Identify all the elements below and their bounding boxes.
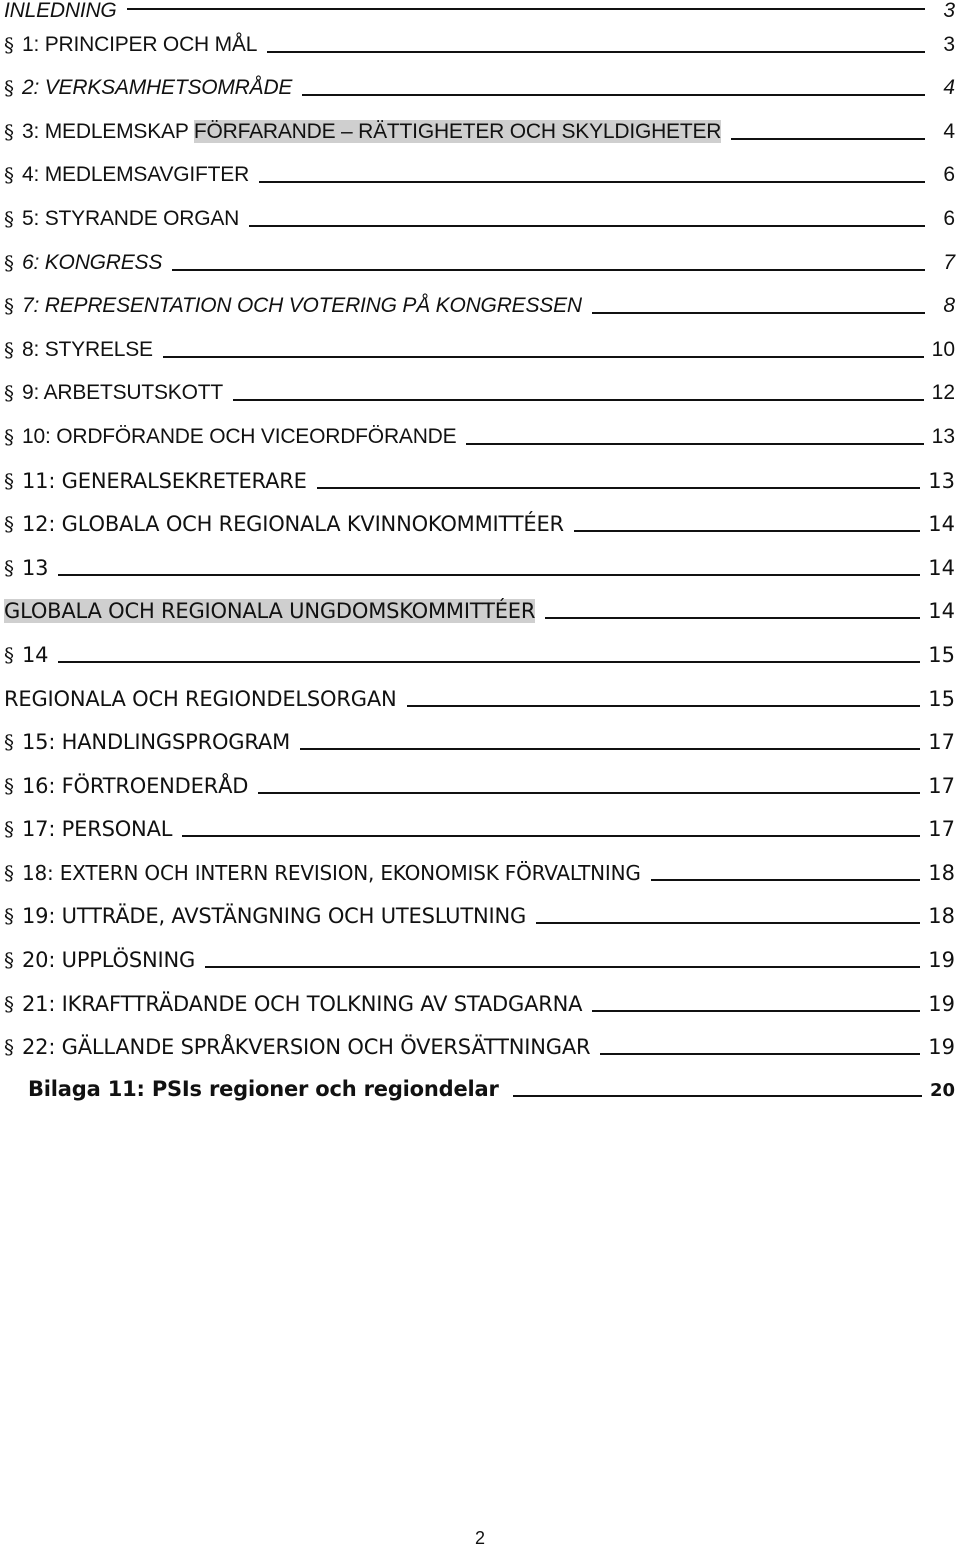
toc-leader-line: [302, 94, 925, 96]
section-sign-icon: §: [4, 468, 14, 493]
toc-entry-7[interactable]: [0, 284, 960, 328]
section-sign-icon: §: [4, 424, 14, 449]
toc-entry-label: Bilaga 11: PSIs regioner och regiondelar: [28, 1077, 499, 1102]
toc-entry-1[interactable]: [0, 22, 960, 66]
toc-entry-16[interactable]: [0, 763, 960, 807]
toc-leader-line: [172, 269, 925, 271]
toc-entry-label: 4: MEDLEMSAVGIFTER: [22, 163, 250, 187]
toc-entry-label: 8: STYRELSE: [22, 337, 153, 361]
toc-entry-21[interactable]: [0, 981, 960, 1025]
toc-leader-line: [466, 443, 923, 445]
toc-leader-line: [600, 1053, 920, 1055]
toc-entry-12[interactable]: [0, 502, 960, 546]
toc-entry-17[interactable]: [0, 807, 960, 851]
toc-entry-page: 4: [943, 119, 955, 143]
toc-entry-page: 13: [931, 424, 955, 448]
toc-leader-line: [317, 487, 921, 489]
toc-entry-label: INLEDNING: [4, 0, 117, 22]
section-sign-icon: §: [4, 250, 14, 275]
toc-entry-label: 5: STYRANDE ORGAN: [22, 206, 240, 230]
section-sign-icon: §: [4, 32, 14, 57]
toc-entry-page: 19: [928, 948, 955, 973]
toc-entry-inledning[interactable]: [0, 0, 960, 22]
section-sign-icon: §: [4, 948, 14, 973]
section-sign-icon: §: [4, 294, 14, 319]
toc-entry-label: 22: GÄLLANDE SPRÅKVERSION OCH ÖVERSÄTTNINGAR: [22, 1035, 591, 1060]
toc-leader-line: [249, 225, 925, 227]
toc-entry-8[interactable]: [0, 327, 960, 371]
toc-entry-label: 6: KONGRESS: [22, 250, 163, 274]
toc-entry-label: 11: GENERALSEKRETERARE: [22, 468, 307, 493]
toc-entry-page: 3: [943, 32, 955, 56]
toc-entry-page: 19: [928, 991, 955, 1016]
toc-entry-label: GLOBALA OCH REGIONALA UNGDOMSKOMMITTÉER: [4, 599, 536, 624]
toc-entry-label: 17: PERSONAL: [22, 817, 173, 842]
section-sign-icon: §: [4, 1035, 14, 1060]
toc-leader-line: [267, 51, 925, 53]
section-sign-icon: §: [4, 512, 14, 537]
toc-entry-label: 12: GLOBALA OCH REGIONALA KVINNOKOMMITTÉER: [22, 512, 564, 537]
toc-entry-label-part: 3: MEDLEMSKAP: [22, 119, 194, 143]
toc-entry-appendix[interactable]: [0, 1068, 960, 1110]
toc-leader-line: [592, 1010, 920, 1012]
toc-entry-page: 17: [928, 730, 955, 755]
toc-entry-label: 1: PRINCIPER OCH MÅL: [22, 32, 258, 56]
toc-leader-line: [407, 705, 921, 707]
toc-entry-page: 6: [943, 163, 955, 187]
section-sign-icon: §: [4, 381, 14, 406]
section-sign-icon: §: [4, 642, 14, 667]
toc-leader-line: [574, 530, 920, 532]
toc-leader-line: [513, 1095, 922, 1097]
toc-entry-page: 19: [928, 1035, 955, 1060]
toc-entry-label: 14: [22, 642, 49, 667]
toc-leader-line: [205, 966, 920, 968]
toc-entry-page: 3: [943, 0, 955, 22]
toc-entry-label: 15: HANDLINGSPROGRAM: [22, 730, 290, 755]
toc-entry-page: 18: [928, 904, 955, 929]
toc-leader-line: [651, 879, 921, 881]
toc-leader-line: [58, 661, 920, 663]
toc-entry-10[interactable]: [0, 414, 960, 458]
toc-entry-15[interactable]: [0, 720, 960, 764]
toc-entry-page: 14: [928, 599, 955, 624]
toc-leader-line: [127, 8, 925, 10]
toc-entry-13[interactable]: [0, 545, 960, 589]
toc-leader-line: [182, 835, 920, 837]
toc-entry-label: 18: EXTERN OCH INTERN REVISION, EKONOMISK FÖRVALTNING: [22, 860, 641, 885]
toc-entry-label: 16: FÖRTROENDERÅD: [22, 773, 249, 798]
toc-leader-line: [300, 748, 920, 750]
toc-leader-line: [258, 792, 920, 794]
toc-entry-page: 8: [943, 294, 955, 318]
section-sign-icon: §: [4, 206, 14, 231]
toc-entry-page: 14: [928, 555, 955, 580]
toc-entry-label: 19: UTTRÄDE, AVSTÄNGNING OCH UTESLUTNING: [22, 904, 527, 929]
toc-entry-19[interactable]: [0, 894, 960, 938]
section-sign-icon: §: [4, 817, 14, 842]
toc-entry-page: 7: [943, 250, 955, 274]
toc-entry-page: 12: [931, 381, 955, 405]
toc-entry-page: 14: [928, 512, 955, 537]
toc-entry-14[interactable]: [0, 632, 960, 676]
toc-entry-page: 13: [928, 468, 955, 493]
toc-entry-5[interactable]: [0, 196, 960, 240]
toc-entry-page: 15: [928, 642, 955, 667]
toc-entry-page: 6: [943, 206, 955, 230]
section-sign-icon: §: [4, 860, 14, 885]
page-number: 2: [474, 1528, 485, 1548]
toc-entry-18[interactable]: [0, 850, 960, 894]
toc-entry-label: 21: IKRAFTTRÄDANDE OCH TOLKNING AV STADGARNA: [22, 991, 583, 1016]
toc-entry-page: 17: [928, 773, 955, 798]
toc-leader-line: [592, 312, 925, 314]
toc-entry-9[interactable]: [0, 371, 960, 415]
toc-entry-22[interactable]: [0, 1025, 960, 1069]
section-sign-icon: §: [4, 773, 14, 798]
toc-entry-label: 2: VERKSAMHETSOMRÅDE: [22, 76, 293, 100]
toc-entry-label-highlighted: FÖRFARANDE – RÄTTIGHETER OCH SKYLDIGHETER: [193, 119, 722, 143]
section-sign-icon: §: [4, 730, 14, 755]
toc-entry-3[interactable]: [0, 109, 960, 153]
toc-entry-page: 10: [931, 337, 955, 361]
toc-entry-label: 20: UPPLÖSNING: [22, 948, 196, 973]
toc-entry-page: 20: [929, 1080, 955, 1102]
section-sign-icon: §: [4, 119, 14, 144]
toc-entry-label: 7: REPRESENTATION OCH VOTERING PÅ KONGRESSEN: [22, 294, 582, 318]
toc-entry-11[interactable]: [0, 458, 960, 502]
toc-entry-20[interactable]: [0, 937, 960, 981]
section-sign-icon: §: [4, 337, 14, 362]
toc-leader-line: [259, 181, 925, 183]
toc-entry-4[interactable]: [0, 153, 960, 197]
toc-entry-ungdom[interactable]: [0, 589, 960, 633]
toc-entry-label: 10: ORDFÖRANDE OCH VICEORDFÖRANDE: [22, 424, 457, 448]
toc-entry-label: 9: ARBETSUTSKOTT: [22, 381, 224, 405]
toc-leader-line: [233, 399, 924, 401]
toc-entry-label: 13: [22, 555, 49, 580]
toc-leader-line: [545, 617, 920, 619]
toc-entry-page: 15: [928, 686, 955, 711]
section-sign-icon: §: [4, 991, 14, 1016]
toc-leader-line: [731, 138, 925, 140]
toc-entry-label: [22, 120, 721, 144]
toc-leader-line: [58, 574, 920, 576]
toc-entry-regionala[interactable]: [0, 676, 960, 720]
toc-entry-page: 17: [928, 817, 955, 842]
toc-leader-line: [163, 356, 924, 358]
section-sign-icon: §: [4, 904, 14, 929]
section-sign-icon: §: [4, 555, 14, 580]
section-sign-icon: §: [4, 76, 14, 101]
toc-leader-line: [536, 922, 920, 924]
toc-entry-6[interactable]: [0, 240, 960, 284]
section-sign-icon: §: [4, 163, 14, 188]
toc-entry-page: 4: [943, 76, 955, 100]
toc-entry-2[interactable]: [0, 66, 960, 110]
toc-entry-page: 18: [928, 860, 955, 885]
toc-entry-label: REGIONALA OCH REGIONDELSORGAN: [4, 686, 397, 711]
